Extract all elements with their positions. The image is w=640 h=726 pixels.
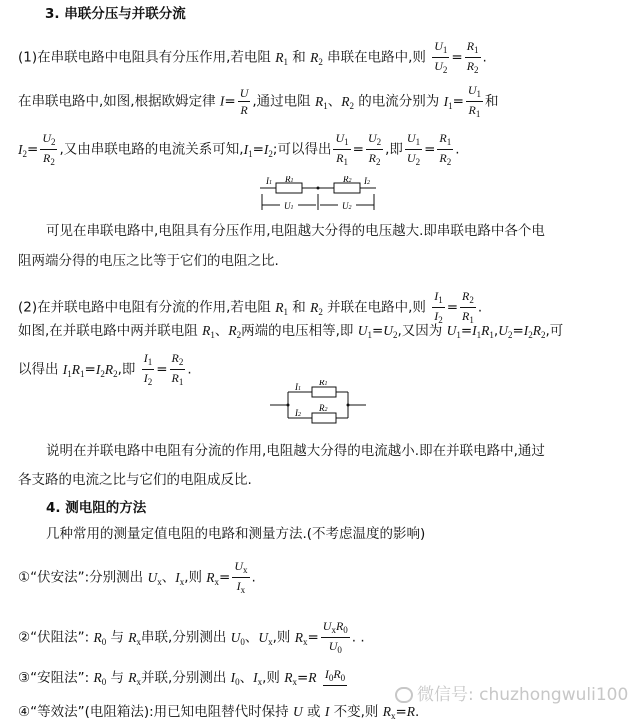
para-current-relation: $I_2=$ $\frac{U_2}{R_2}$ ,又由串联电路的电流关系可知$,I_1=I_2$;可以得出 $\frac{U_1}{R_1}$ = $\frac{U_2}{R_2}$ ,即 $\frac{U_1}{U_2}$ = $\frac{R_1}{R_2}$ . bbox=[18, 131, 460, 167]
para-parallel-voltage: 如图,在并联电路中两并联电阻 $R_1$、$R_2$两端的电压相等,即 $U_1=U_2$,又因为 $U_1=I_1R_1,U_2=I_2R_2$,可 bbox=[18, 323, 564, 340]
parallel-circuit-diagram bbox=[268, 380, 368, 430]
label-R1: R1 bbox=[285, 176, 294, 184]
method-ammeter-resistor: ③“安阻法”: $R_0$ 与 $R_x$并联,分别测出 $I_0$、$I_x$,则 $R_x=R$ $I_0R_0$ bbox=[18, 667, 346, 687]
section-4-intro: 几种常用的测量定值电阻的电路和测量方法.(不考虑温度的影响) bbox=[46, 526, 426, 542]
label-R2: R2 bbox=[343, 176, 352, 184]
label-U1: U1 bbox=[284, 201, 294, 211]
wechat-icon bbox=[395, 687, 413, 703]
para-parallel-conclusion-2: 各支路的电流之比与它们的电阻成反比. bbox=[18, 472, 252, 488]
section-3-title: 3. 串联分压与并联分流 bbox=[45, 6, 186, 22]
para-ohm-law: 在串联电路中,如图,根据欧姆定律 I= $\frac{U}{R}$ ,通过电阻 $R_1$、$R_2$ 的电流分别为 $I_1=$ $\frac{U_1}{R_1}$ 和 bbox=[18, 83, 499, 119]
label-R1: R1 bbox=[319, 380, 328, 387]
label-U2: U2 bbox=[342, 201, 352, 211]
method-voltmeter-resistor: ②“伏阻法”: $R_0$ 与 $R_x$串联,分别测出 $U_0$、$U_x$,则 $R_x=$ $\frac{U_xR_0}{U_0}$ . . bbox=[18, 619, 365, 655]
series-circuit-diagram bbox=[258, 176, 378, 216]
para-parallel-derive: 以得出 $I_1R_1=I_2R_2$,即 $\frac{I_1}{I_2}$ = $\frac{R_2}{R_1}$ . bbox=[18, 351, 192, 387]
wechat-watermark: 微信号: chuzhongwuli100 bbox=[395, 680, 628, 705]
method-voltammeter: ①“伏安法”:分别测出 $U_x$、$I_x$,则 $R_x=$ $\frac{U_x}{I_x}$ . bbox=[18, 559, 256, 595]
para-parallel-conclusion-1: 说明在并联电路中电阻有分流的作用,电阻越大分得的电流越小.即在并联电路中,通过 bbox=[46, 443, 545, 459]
label-I2: I2 bbox=[364, 176, 370, 186]
section-4-title: 4. 测电阻的方法 bbox=[46, 500, 147, 516]
para-series-conclusion-1: 可见在串联电路中,电阻具有分压作用,电阻越大分得的电压越大.即串联电路中各个电 bbox=[46, 223, 545, 239]
para-parallel-intro: (2)在并联电路中电阻有分流的作用,若电阻 $R_1$ 和 $R_2$ 并联在电路中,则 $\frac{I_1}{I_2}$ = $\frac{R_2}{R_1}$ . bbox=[18, 289, 483, 325]
para-series-conclusion-2: 阻两端分得的电压之比等于它们的电阻之比. bbox=[18, 253, 279, 269]
label-I2: I2 bbox=[295, 408, 301, 418]
label-I1: I1 bbox=[295, 382, 301, 392]
para-series-intro: (1)在串联电路中电阻具有分压作用,若电阻 $R_1$ 和 $R_2$ 串联在电路中,则 $\frac{U_1}{U_2}$ = $\frac{R_1}{R_2}$ . bbox=[18, 39, 487, 75]
label-R2: R2 bbox=[319, 403, 328, 413]
label-I1: I1 bbox=[266, 176, 272, 186]
method-equivalent: ④“等效法”(电阻箱法):用已知电阻替代时保持 U 或 I 不变,则 $R_x=R$. bbox=[18, 704, 420, 721]
